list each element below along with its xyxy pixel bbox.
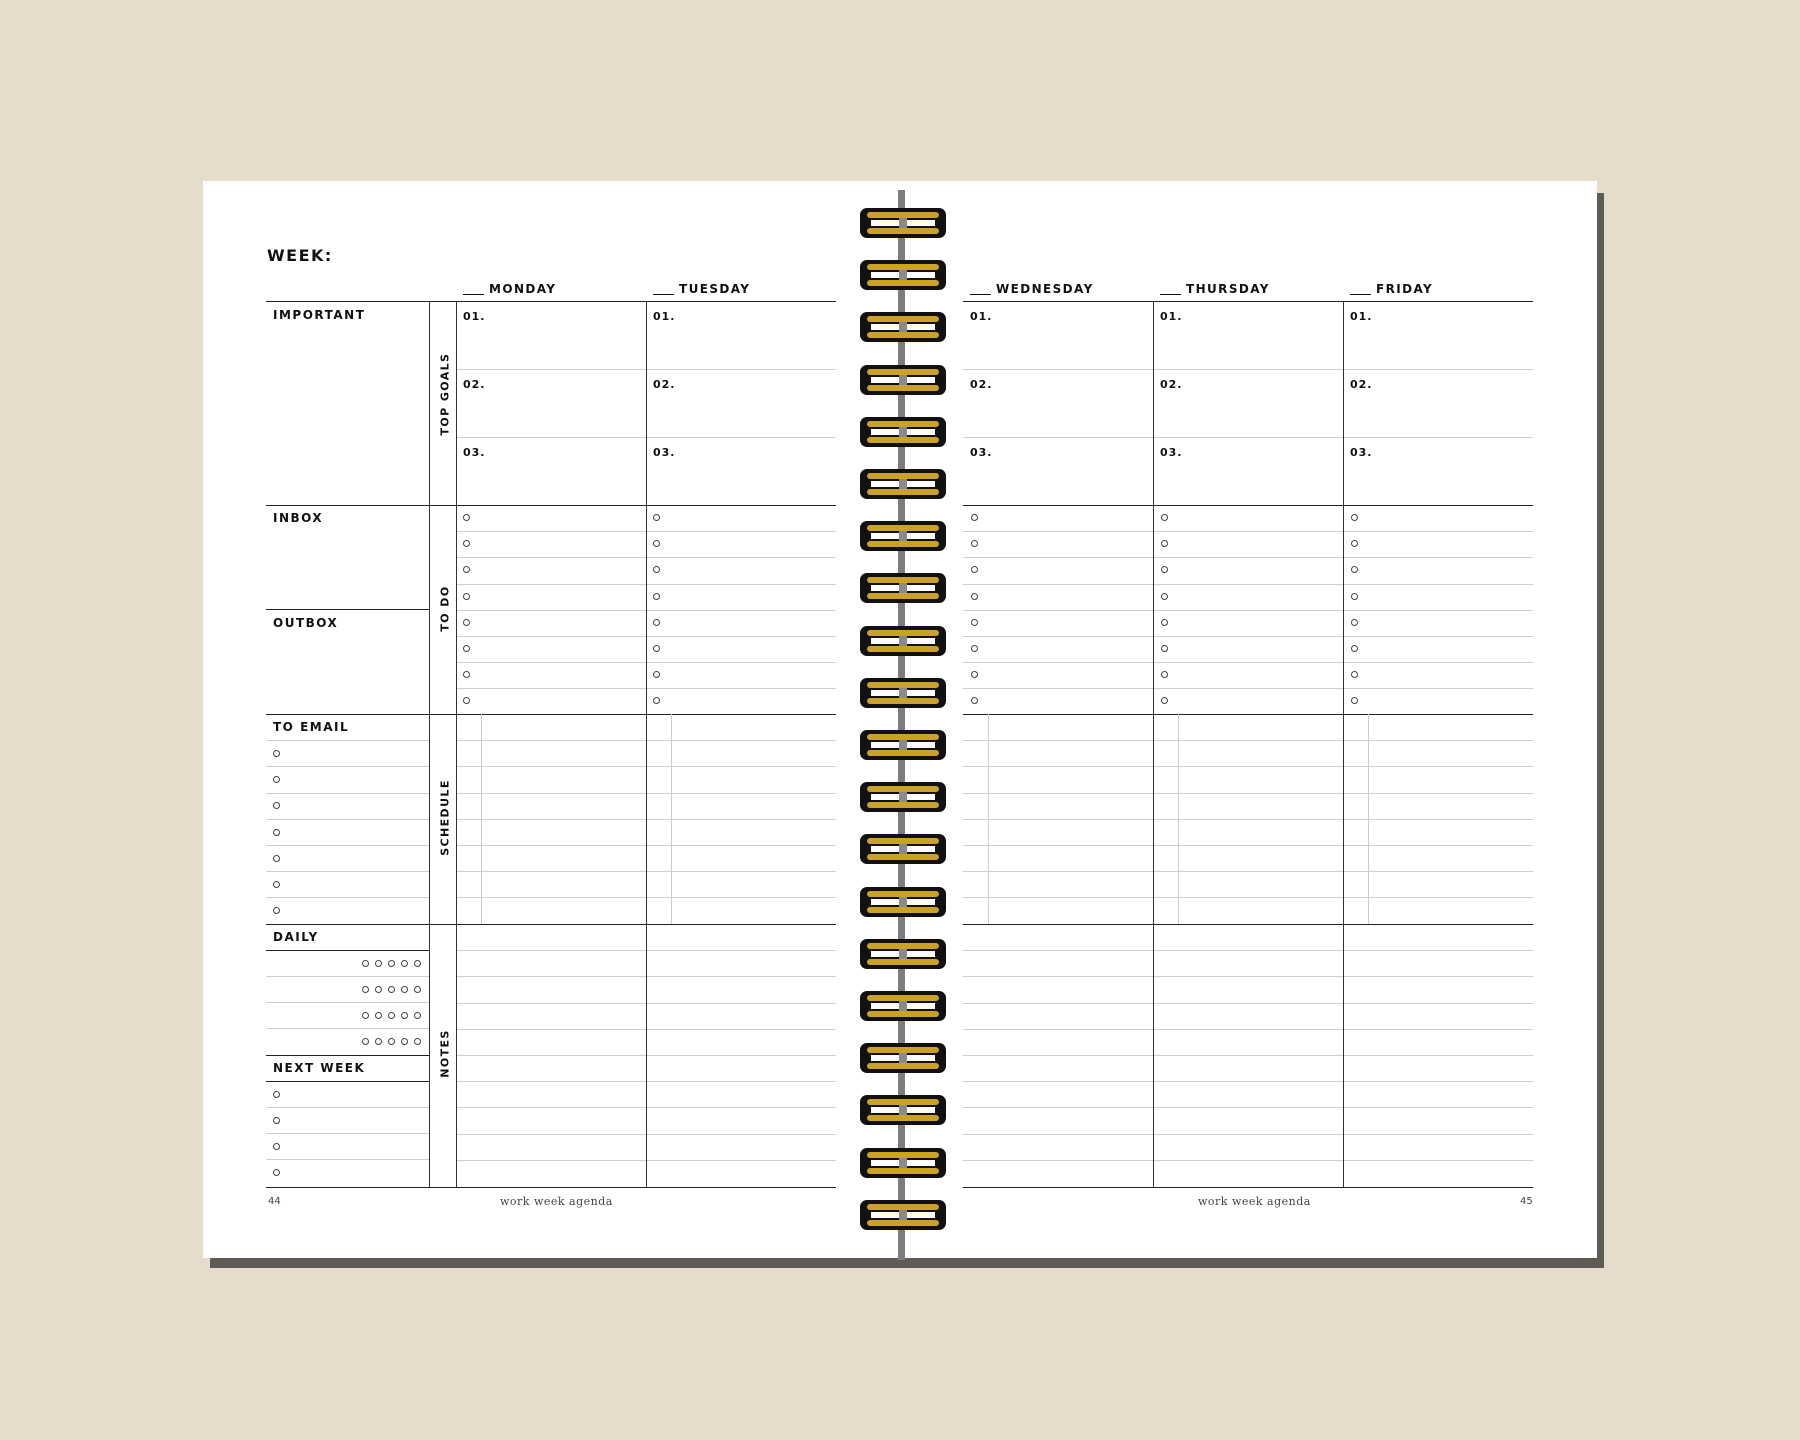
- goal-number: 02.: [1350, 378, 1373, 391]
- todo-row-line: [963, 584, 1533, 585]
- section-line-left: [266, 505, 836, 506]
- schedule-row-line: [963, 740, 1533, 741]
- daily-underline: [266, 950, 429, 951]
- schedule-row-line: [963, 766, 1533, 767]
- todo-circle: [1351, 645, 1358, 652]
- notes-row-line: [963, 1081, 1533, 1082]
- notes-row-line: [963, 976, 1533, 977]
- daily-habit-circle: [362, 960, 369, 967]
- spiral-ring: [859, 364, 947, 396]
- todo-circle: [463, 619, 470, 626]
- notes-label: NOTES: [438, 1029, 452, 1078]
- todo-circle: [971, 593, 978, 600]
- next-week-row-line: [266, 1107, 429, 1108]
- section-line-left: [266, 924, 836, 925]
- daily-habit-circle: [362, 1038, 369, 1045]
- todo-circle: [1351, 619, 1358, 626]
- goal-number: 03.: [970, 446, 993, 459]
- daily-habit-circle: [388, 986, 395, 993]
- daily-row-line: [266, 1028, 429, 1029]
- outbox-label: OUTBOX: [273, 616, 339, 630]
- daily-row-line: [266, 1002, 429, 1003]
- todo-circle: [1351, 514, 1358, 521]
- daily-habit-circle: [414, 986, 421, 993]
- goal-number: 01.: [653, 310, 676, 323]
- todo-circle: [463, 593, 470, 600]
- notes-row-line: [963, 1134, 1533, 1135]
- monday-tuesday-divider: [646, 301, 647, 1187]
- todo-circle: [653, 593, 660, 600]
- wednesday-thursday-divider: [1153, 301, 1154, 1187]
- schedule-time-column: [481, 714, 482, 924]
- daily-habit-circle: [375, 960, 382, 967]
- spiral-ring: [859, 886, 947, 918]
- section-line-right: [963, 1187, 1533, 1188]
- page-number-right: 45: [1520, 1196, 1533, 1207]
- notes-row-line: [963, 950, 1533, 951]
- top-goals-label: TOP GOALS: [438, 352, 452, 436]
- spiral-ring: [859, 468, 947, 500]
- daily-habit-circle: [414, 960, 421, 967]
- daily-label: DAILY: [273, 930, 319, 944]
- email-row-line: [266, 766, 429, 767]
- next-week-row-line: [266, 1133, 429, 1134]
- spiral-ring: [859, 572, 947, 604]
- next-week-row-line: [266, 1159, 429, 1160]
- section-line-right: [963, 301, 1533, 302]
- vertical-label-column-divider: [456, 301, 457, 1187]
- day-header-monday: MONDAY: [463, 282, 556, 296]
- goal-number: 03.: [1350, 446, 1373, 459]
- section-line-left: [266, 1187, 836, 1188]
- email-circle: [273, 750, 280, 757]
- day-header-friday: FRIDAY: [1350, 282, 1433, 296]
- daily-habit-circle: [388, 960, 395, 967]
- todo-circle: [1161, 645, 1168, 652]
- spiral-ring: [859, 1042, 947, 1074]
- notes-row-line: [963, 1055, 1533, 1056]
- schedule-row-line: [963, 845, 1533, 846]
- spiral-ring: [859, 990, 947, 1022]
- spiral-ring: [859, 520, 947, 552]
- email-circle: [273, 881, 280, 888]
- spiral-ring: [859, 1094, 947, 1126]
- email-row-line: [266, 871, 429, 872]
- week-label: WEEK:: [267, 246, 333, 265]
- next-week-circle: [273, 1169, 280, 1176]
- email-row-line: [266, 897, 429, 898]
- goal-number: 02.: [463, 378, 486, 391]
- spiral-ring: [859, 259, 947, 291]
- spiral-ring: [859, 677, 947, 709]
- todo-row-line: [963, 531, 1533, 532]
- inbox-outbox-divider: [266, 609, 429, 610]
- spiral-ring: [859, 625, 947, 657]
- todo-row-line: [963, 610, 1533, 611]
- todo-row-line: [963, 688, 1533, 689]
- todo-circle: [971, 514, 978, 521]
- todo-circle: [653, 645, 660, 652]
- next-week-circle: [273, 1143, 280, 1150]
- goal-row-line: [963, 437, 1533, 438]
- todo-circle: [463, 514, 470, 521]
- section-line-right: [963, 714, 1533, 715]
- email-row-line: [266, 819, 429, 820]
- daily-habit-circle: [375, 1038, 382, 1045]
- daily-habit-circle: [401, 1012, 408, 1019]
- page-number-left: 44: [268, 1196, 281, 1207]
- day-header-wednesday: WEDNESDAY: [970, 282, 1094, 296]
- spiral-ring: [859, 311, 947, 343]
- section-line-left: [266, 301, 836, 302]
- email-circle: [273, 855, 280, 862]
- daily-habit-circle: [401, 986, 408, 993]
- next-week-underline: [266, 1081, 429, 1082]
- daily-habit-circle: [401, 1038, 408, 1045]
- spiral-ring: [859, 207, 947, 239]
- todo-circle: [1351, 593, 1358, 600]
- thursday-friday-divider: [1343, 301, 1344, 1187]
- goal-number: 01.: [463, 310, 486, 323]
- goal-number: 02.: [970, 378, 993, 391]
- daily-row-line: [266, 976, 429, 977]
- goal-number: 03.: [653, 446, 676, 459]
- to-do-label: TO DO: [438, 585, 452, 632]
- spiral-ring: [859, 729, 947, 761]
- schedule-row-line: [963, 793, 1533, 794]
- section-line-left: [266, 714, 836, 715]
- todo-circle: [1161, 514, 1168, 521]
- daily-habit-circle: [362, 1012, 369, 1019]
- schedule-row-line: [963, 819, 1533, 820]
- spiral-ring: [859, 416, 947, 448]
- left-label-column-divider: [429, 301, 430, 1187]
- goal-row-line: [963, 369, 1533, 370]
- todo-circle: [653, 619, 660, 626]
- todo-circle: [1161, 593, 1168, 600]
- schedule-row-line: [963, 897, 1533, 898]
- goal-number: 01.: [1350, 310, 1373, 323]
- next-week-circle: [273, 1117, 280, 1124]
- todo-circle: [653, 514, 660, 521]
- footer-title-left: work week agenda: [500, 1195, 613, 1208]
- schedule-row-line: [963, 871, 1533, 872]
- schedule-label: SCHEDULE: [438, 779, 452, 856]
- day-header-thursday: THURSDAY: [1160, 282, 1270, 296]
- daily-habit-circle: [414, 1012, 421, 1019]
- schedule-time-column: [988, 714, 989, 924]
- daily-habit-circle: [375, 1012, 382, 1019]
- section-line-right: [963, 924, 1533, 925]
- spiral-ring: [859, 938, 947, 970]
- todo-row-line: [963, 557, 1533, 558]
- notes-row-line: [963, 1160, 1533, 1161]
- next-week-divider: [266, 1055, 429, 1056]
- spiral-ring: [859, 1199, 947, 1231]
- schedule-time-column: [1178, 714, 1179, 924]
- goal-number: 02.: [653, 378, 676, 391]
- inbox-label: INBOX: [273, 511, 324, 525]
- daily-habit-circle: [362, 986, 369, 993]
- email-row-line: [266, 793, 429, 794]
- daily-habit-circle: [388, 1012, 395, 1019]
- footer-title-right: work week agenda: [1198, 1195, 1311, 1208]
- goal-number: 03.: [463, 446, 486, 459]
- goal-number: 01.: [1160, 310, 1183, 323]
- notes-row-line: [963, 1029, 1533, 1030]
- todo-circle: [971, 619, 978, 626]
- notes-row-line: [963, 1107, 1533, 1108]
- daily-habit-circle: [414, 1038, 421, 1045]
- todo-circle: [1161, 619, 1168, 626]
- todo-row-line: [963, 662, 1533, 663]
- important-label: IMPORTANT: [273, 308, 366, 322]
- daily-habit-circle: [388, 1038, 395, 1045]
- next-week-label: NEXT WEEK: [273, 1061, 366, 1075]
- email-circle: [273, 829, 280, 836]
- schedule-time-column: [671, 714, 672, 924]
- goal-number: 02.: [1160, 378, 1183, 391]
- spiral-ring: [859, 833, 947, 865]
- todo-row-line: [963, 636, 1533, 637]
- email-row-line: [266, 740, 429, 741]
- notes-row-line: [963, 1003, 1533, 1004]
- email-row-line: [266, 845, 429, 846]
- daily-habit-circle: [375, 986, 382, 993]
- goal-number: 03.: [1160, 446, 1183, 459]
- next-week-circle: [273, 1091, 280, 1098]
- schedule-time-column: [1368, 714, 1369, 924]
- daily-habit-circle: [401, 960, 408, 967]
- goal-number: 01.: [970, 310, 993, 323]
- section-line-right: [963, 505, 1533, 506]
- to-email-label: TO EMAIL: [273, 720, 350, 734]
- spiral-ring: [859, 781, 947, 813]
- day-header-tuesday: TUESDAY: [653, 282, 750, 296]
- todo-circle: [971, 645, 978, 652]
- todo-circle: [463, 645, 470, 652]
- spiral-ring: [859, 1147, 947, 1179]
